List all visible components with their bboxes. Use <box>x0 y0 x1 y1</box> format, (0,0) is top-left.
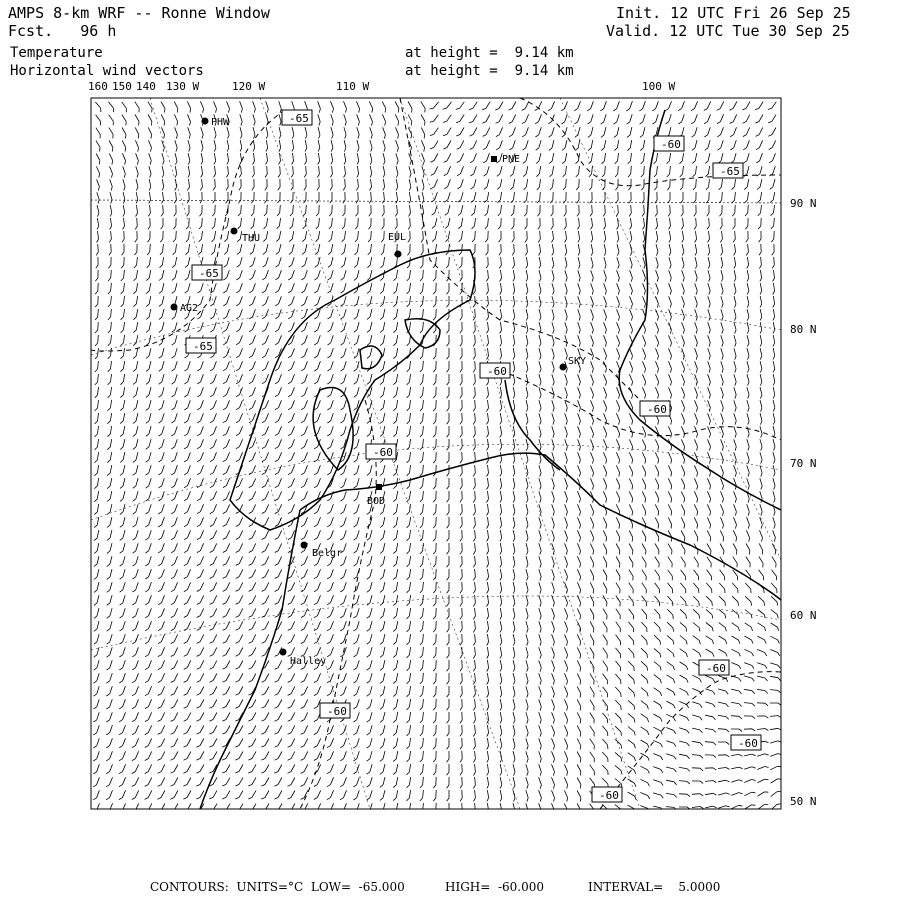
field-wind: Horizontal wind vectors <box>10 63 204 79</box>
svg-text:-60: -60 <box>487 365 507 378</box>
lon-label: 120 W <box>232 80 266 93</box>
lat-label: 70 N <box>790 457 817 470</box>
svg-text:-65: -65 <box>193 340 213 353</box>
contour-label <box>640 401 670 416</box>
svg-text:-60: -60 <box>647 403 667 416</box>
svg-text:-60: -60 <box>661 138 681 151</box>
station-marker <box>395 251 402 258</box>
station-label: PNE <box>502 154 521 165</box>
station-label: Belgr <box>312 548 343 559</box>
contour-label <box>731 735 761 750</box>
contour-interval: INTERVAL= 5.0000 <box>588 880 721 894</box>
station-marker <box>560 364 567 371</box>
lon-label: 140 <box>136 80 156 93</box>
station-marker <box>171 304 178 311</box>
lon-label: 150 <box>112 80 132 93</box>
station-marker <box>280 649 287 656</box>
svg-text:-60: -60 <box>327 705 347 718</box>
station-marker <box>491 156 497 162</box>
svg-text:-60: -60 <box>738 737 758 750</box>
contour-label <box>366 444 396 459</box>
contour-label <box>480 363 510 378</box>
field-temperature: Temperature <box>10 45 103 61</box>
height-wind: at height = 9.14 km <box>405 63 574 79</box>
lon-label: 110 W <box>336 80 370 93</box>
contour-label <box>699 660 729 675</box>
svg-text:-60: -60 <box>706 662 726 675</box>
svg-text:-65: -65 <box>289 112 309 125</box>
contour-label <box>654 136 684 151</box>
lat-label: 80 N <box>790 323 817 336</box>
station-marker <box>202 118 209 125</box>
svg-text:-60: -60 <box>373 446 393 459</box>
map-title: AMPS 8-km WRF -- Ronne Window <box>8 4 270 22</box>
init-time: Init. 12 UTC Fri 26 Sep 25 <box>616 4 851 22</box>
lat-label: 60 N <box>790 609 817 622</box>
lon-label: 160 <box>88 80 108 93</box>
contour-units-low: CONTOURS: UNITS=°C LOW= -65.000 <box>150 880 405 894</box>
latitude-labels <box>790 197 817 808</box>
valid-time: Valid. 12 UTC Tue 30 Sep 25 <box>606 22 850 40</box>
lat-label: 50 N <box>790 795 817 808</box>
contour-label <box>282 110 312 125</box>
contour-high: HIGH= -60.000 <box>445 880 544 894</box>
contour-label <box>713 163 743 178</box>
station-label: PHW <box>211 117 230 128</box>
svg-text:-65: -65 <box>720 165 740 178</box>
svg-text:-60: -60 <box>599 789 619 802</box>
lon-label: 100 W <box>642 80 676 93</box>
height-temperature: at height = 9.14 km <box>405 45 574 61</box>
station-marker <box>301 542 308 549</box>
station-marker <box>231 228 238 235</box>
contour-label <box>186 338 216 353</box>
station-label: Halley <box>290 656 327 667</box>
contour-label <box>592 787 622 802</box>
lat-label: 90 N <box>790 197 817 210</box>
svg-text:-65: -65 <box>199 267 219 280</box>
lon-label: 130 W <box>166 80 200 93</box>
station-label: EUL <box>388 232 407 243</box>
station-label: AG2 <box>180 303 199 314</box>
forecast-hour: Fcst. 96 h <box>8 22 117 40</box>
longitude-labels <box>88 80 675 93</box>
contour-label <box>320 703 350 718</box>
station-marker <box>376 484 382 490</box>
contour-label <box>192 265 222 280</box>
station-label: THU <box>242 233 261 244</box>
station-label: BOD <box>367 496 386 507</box>
station-label: SKY <box>568 356 587 367</box>
